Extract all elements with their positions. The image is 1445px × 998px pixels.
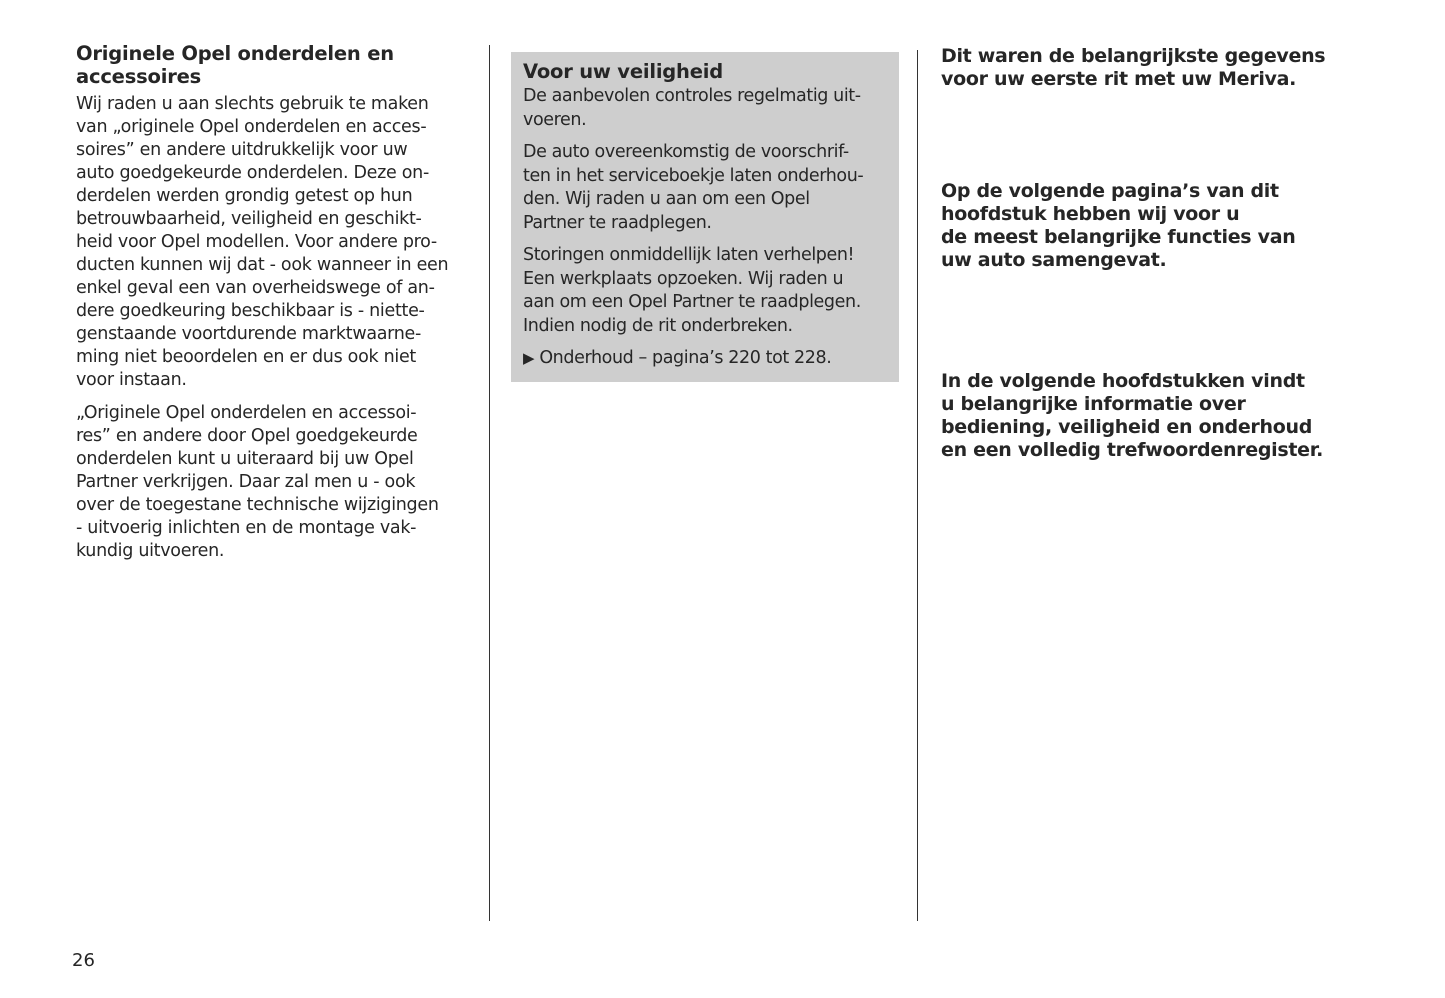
text-line: genstaande voortdurende marktwaarne- <box>76 324 422 344</box>
paragraph <box>941 370 1341 462</box>
text-line: voor uw eerste rit met uw Meriva. <box>941 68 1297 90</box>
text-line: over de toegestane technische wijzigingen <box>76 495 439 515</box>
text-line: ducten kunnen wij dat - ook wanneer in een <box>76 255 449 275</box>
text-line: dere goedkeuring beschikbaar is - niette- <box>76 301 425 321</box>
text-line: In de volgende hoofdstukken vindt <box>941 370 1305 392</box>
left-column <box>76 42 476 563</box>
column-divider <box>917 50 918 921</box>
text-line: Storingen onmiddellijk laten verhelpen! <box>523 245 855 265</box>
text-line: auto goedgekeurde onderdelen. Deze on- <box>76 163 429 183</box>
text-line: bediening, veiligheid en onderhoud <box>941 416 1313 438</box>
text-line: ten in het serviceboekje laten onderhou- <box>523 165 864 186</box>
text-line: u belangrijke informatie over <box>941 393 1246 415</box>
text-line: betrouwbaarheid, veiligheid en geschikt- <box>76 209 422 229</box>
paragraph <box>523 141 899 235</box>
paragraph <box>76 93 476 392</box>
text-line: onderdelen kunt u uiteraard bij uw Opel <box>76 449 414 469</box>
text-line: hoofdstuk hebben wij voor u <box>941 203 1240 225</box>
paragraph <box>523 244 899 338</box>
text-line: kundig uitvoeren. <box>76 541 225 561</box>
text-line: derdelen werden grondig getest op hun <box>76 186 413 206</box>
paragraph <box>76 402 476 563</box>
text-line: van „originele Opel onderdelen en acces- <box>76 117 427 137</box>
triangle-right-icon: ▶ <box>523 349 535 367</box>
text-line: Wij raden u aan slechts gebruik te maken <box>76 94 429 114</box>
paragraph <box>941 180 1341 272</box>
text-line: Originele Opel onderdelen en <box>76 42 394 65</box>
reference-text: Onderhoud – pagina’s 220 tot 228. <box>539 348 832 368</box>
safety-heading <box>523 60 899 83</box>
text-line: „Originele Opel onderdelen en accessoi- <box>76 403 417 423</box>
safety-notice-box <box>511 52 899 382</box>
text-line: den. Wij raden u aan om een Opel <box>523 189 810 209</box>
text-line: de meest belangrijke functies van <box>941 226 1296 248</box>
text-line: accessoires <box>76 65 202 88</box>
column-divider <box>489 45 490 921</box>
text-line: Voor uw veiligheid <box>523 60 724 83</box>
text-line: voeren. <box>523 109 587 130</box>
paragraph <box>523 85 899 132</box>
text-line: Dit waren de belangrijkste gegevens <box>941 45 1326 67</box>
text-line: Een werkplaats opzoeken. Wij raden u <box>523 268 844 289</box>
text-line: - uitvoerig inlichten en de montage vak- <box>76 518 417 538</box>
text-line: ming niet beoordelen en er dus ook niet <box>76 347 416 367</box>
text-line: en een volledig trefwoordenregister. <box>941 439 1323 461</box>
text-line: Indien nodig de rit onderbreken. <box>523 315 793 336</box>
text-line: De auto overeenkomstig de voorschrif- <box>523 142 849 162</box>
text-line: aan om een Opel Partner te raadplegen. <box>523 292 861 312</box>
page-number: 26 <box>72 950 95 971</box>
text-line: Partner te raadplegen. <box>523 212 712 233</box>
text-line: Op de volgende pagina’s van dit <box>941 180 1279 202</box>
text-line: heid voor Opel modellen. Voor andere pro- <box>76 232 437 252</box>
page-reference <box>523 347 899 371</box>
text-line: uw auto samengevat. <box>941 249 1167 271</box>
text-line: soires” en andere uitdrukkelijk voor uw <box>76 140 408 160</box>
text-line: Partner verkrijgen. Daar zal men u - ook <box>76 472 416 492</box>
section-heading <box>76 42 476 88</box>
text-line: res” en andere door Opel goedgekeurde <box>76 426 418 446</box>
text-line: enkel geval een van overheidswege of an- <box>76 278 435 298</box>
text-line: voor instaan. <box>76 370 187 390</box>
paragraph <box>941 45 1341 91</box>
text-line: De aanbevolen controles regelmatig uit- <box>523 86 861 106</box>
